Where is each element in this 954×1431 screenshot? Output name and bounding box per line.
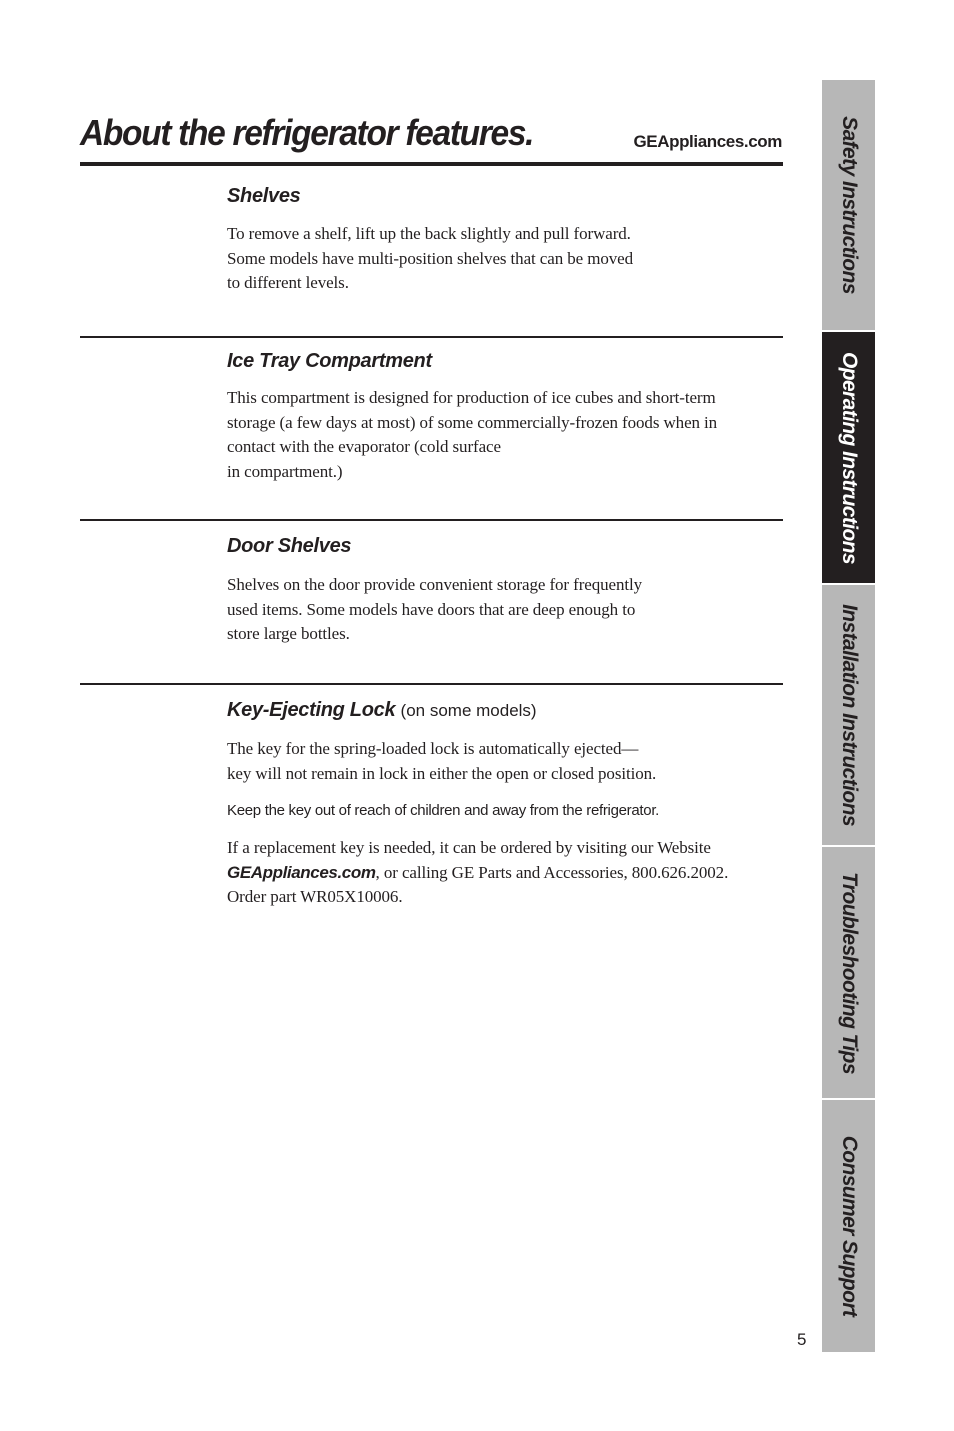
website-link[interactable]: GEAppliances.com	[227, 862, 376, 882]
website-link[interactable]: GEAppliances.com	[633, 132, 782, 151]
text-line: used items. Some models have doors that are deep enough to	[227, 599, 636, 619]
text-line: contact with the evaporator (cold surface	[227, 437, 501, 456]
section-heading-ice-tray: Ice Tray Compartment	[227, 350, 432, 372]
section-divider	[80, 336, 783, 338]
page-number: 5	[797, 1330, 807, 1349]
tab-label: Installation Instructions	[837, 604, 861, 826]
tab-troubleshooting-tips[interactable]	[822, 847, 875, 1098]
tab-operating-instructions[interactable]	[822, 332, 875, 583]
text-line: To remove a shelf, lift up the back slightly and pull forward.	[227, 224, 631, 243]
text-line: storage (a few days at most) of some commercially-frozen foods when in	[227, 412, 718, 432]
section-body-ice-tray	[227, 386, 787, 484]
section-body-key-lock-2	[227, 799, 787, 824]
tab-label: Safety Instructions	[837, 116, 861, 294]
section-heading-key-lock	[227, 699, 537, 722]
section-heading-door-shelves: Door Shelves	[227, 535, 352, 557]
text-line: in compartment.)	[227, 461, 343, 481]
tab-label: Consumer Support	[837, 1135, 861, 1317]
tab-installation-instructions[interactable]	[822, 585, 875, 845]
text-line: Order part WR05X10006.	[227, 887, 403, 906]
text-line	[227, 861, 787, 886]
section-divider	[80, 683, 783, 685]
section-divider	[80, 519, 783, 521]
text-line: Keep the key out of reach of children and away from the refrigerator.	[227, 802, 660, 819]
section-body-key-lock-3	[227, 836, 787, 910]
tab-label: Troubleshooting Tips	[837, 871, 861, 1074]
page-title: About the refrigerator features.	[80, 112, 534, 153]
heading-text: Key-Ejecting Lock	[227, 699, 396, 721]
section-body-key-lock-1	[227, 737, 787, 786]
text-line: to different levels.	[227, 273, 349, 292]
section-body-shelves	[227, 222, 787, 296]
tab-consumer-support[interactable]	[822, 1100, 875, 1352]
tab-label: Operating Instructions	[837, 351, 861, 564]
text-line: Shelves on the door provide convenient storage for frequently	[227, 575, 642, 594]
text-line: The key for the spring-loaded lock is automatically ejected—	[227, 739, 639, 758]
header-rule	[80, 162, 783, 166]
section-tabs	[822, 80, 875, 1352]
text-fragment: , or calling GE Parts and Accessories, 800.626.2002.	[375, 862, 729, 882]
text-line: Some models have multi-position shelves that can be moved	[227, 248, 634, 268]
heading-note: (on some models)	[400, 701, 537, 720]
text-line: store large bottles.	[227, 624, 350, 643]
tab-safety-instructions[interactable]	[822, 80, 875, 330]
text-line: key will not remain in lock in either the open or closed position.	[227, 763, 657, 783]
text-line: If a replacement key is needed, it can be ordered by visiting our Website	[227, 838, 711, 857]
text-line: This compartment is designed for production of ice cubes and short-term	[227, 388, 716, 407]
section-body-door-shelves	[227, 573, 787, 647]
section-heading-shelves: Shelves	[227, 185, 301, 207]
